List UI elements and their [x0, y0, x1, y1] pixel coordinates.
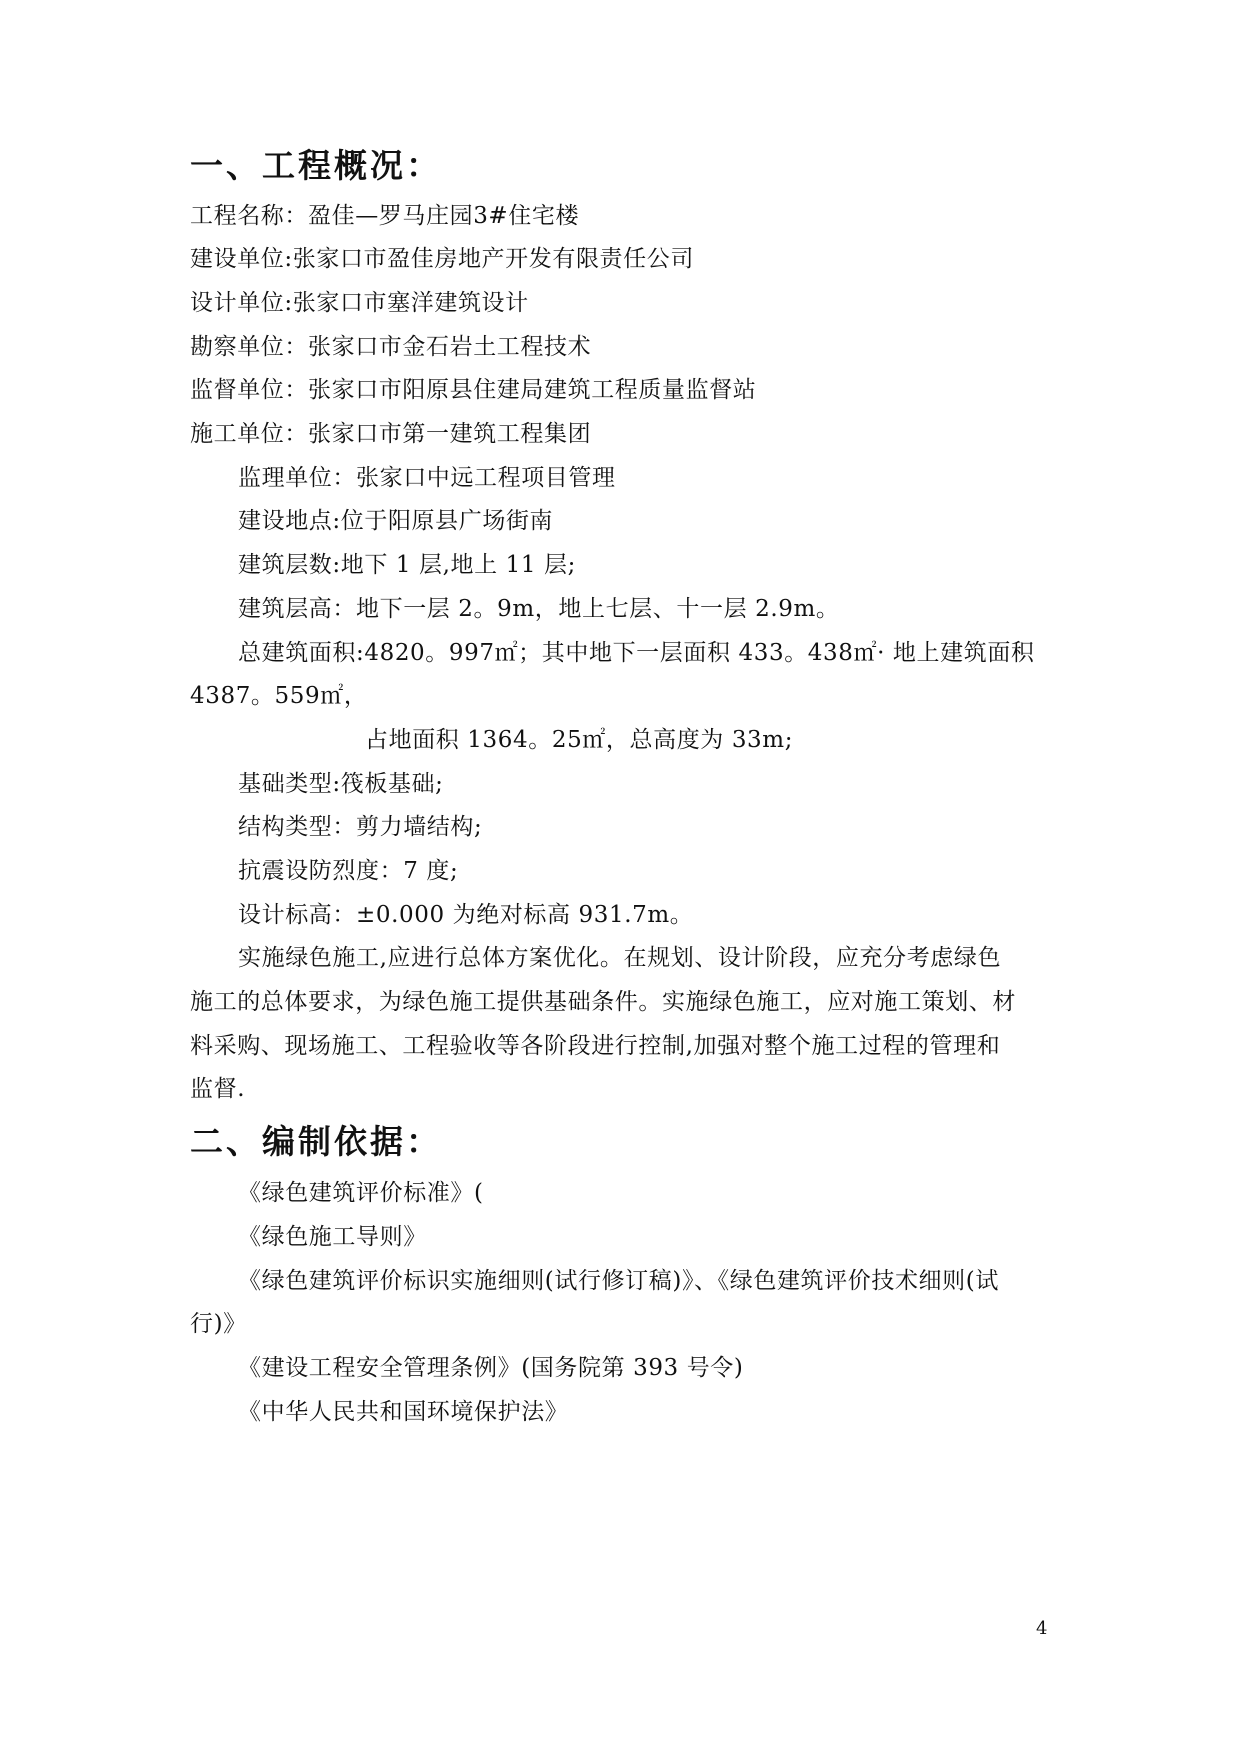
- paragraph-line: 料采购、现场施工、工程验收等各阶段进行控制,加强对整个施工过程的管理和: [190, 1033, 1001, 1059]
- reference-line: 《绿色建筑评价标识实施细则(试行修订稿)》、《绿色建筑评价技术细则(试: [238, 1268, 999, 1294]
- total-area-continued-line: 4387。559㎡，: [190, 683, 368, 709]
- project-name-line: 工程名称：盈佳—罗马庄园3#住宅楼: [190, 203, 580, 229]
- paragraph-line: 施工的总体要求，为绿色施工提供基础条件。实施绿色施工，应对施工策划、材: [190, 989, 1016, 1015]
- location-line: 建设地点:位于阳原县广场街南: [238, 508, 554, 534]
- floors-line: 建筑层数:地下 1 层,地上 11 层;: [238, 552, 576, 578]
- section-heading-compilation-basis: 二、编制依据：: [190, 1122, 442, 1161]
- reference-line: 行)》: [190, 1311, 247, 1337]
- design-elevation-line: 设计标高：±0.000 为绝对标高 931.7m。: [238, 902, 694, 928]
- design-unit-line: 设计单位:张家口市塞洋建筑设计: [190, 290, 529, 316]
- total-area-line: 总建筑面积:4820。997㎡；其中地下一层面积 433。438㎡· 地上建筑面积: [238, 640, 1035, 666]
- structure-type-line: 结构类型：剪力墙结构;: [238, 814, 483, 840]
- reference-line: 《建设工程安全管理条例》(国务院第 393 号令): [238, 1355, 744, 1381]
- floor-height-line: 建筑层高：地下一层 2。9m，地上七层、十一层 2.9m。: [238, 596, 840, 622]
- reference-line: 《绿色施工导则》: [238, 1224, 427, 1250]
- paragraph-line: 监督.: [190, 1076, 246, 1102]
- builder-unit-line: 施工单位：张家口市第一建筑工程集团: [190, 421, 592, 447]
- supervision-unit-line: 监督单位：张家口市阳原县住建局建筑工程质量监督站: [190, 377, 757, 403]
- page-number: 4: [1036, 1618, 1048, 1639]
- survey-unit-line: 勘察单位：张家口市金石岩土工程技术: [190, 334, 592, 360]
- reference-line: 《绿色建筑评价标准》(: [238, 1180, 484, 1206]
- section-heading-project-overview: 一、工程概况：: [190, 146, 442, 185]
- paragraph-line: 实施绿色施工,应进行总体方案优化。在规划、设计阶段，应充分考虑绿色: [238, 945, 1002, 971]
- land-area-line: 占地面积 1364。25㎡，总高度为 33m;: [365, 727, 794, 753]
- foundation-type-line: 基础类型:筏板基础;: [238, 771, 444, 797]
- reference-line: 《中华人民共和国环境保护法》: [238, 1399, 569, 1425]
- seismic-intensity-line: 抗震设防烈度：7 度;: [238, 858, 459, 884]
- oversight-unit-line: 监理单位：张家口中远工程项目管理: [238, 465, 616, 491]
- construction-unit-line: 建设单位:张家口市盈佳房地产开发有限责任公司: [190, 246, 694, 272]
